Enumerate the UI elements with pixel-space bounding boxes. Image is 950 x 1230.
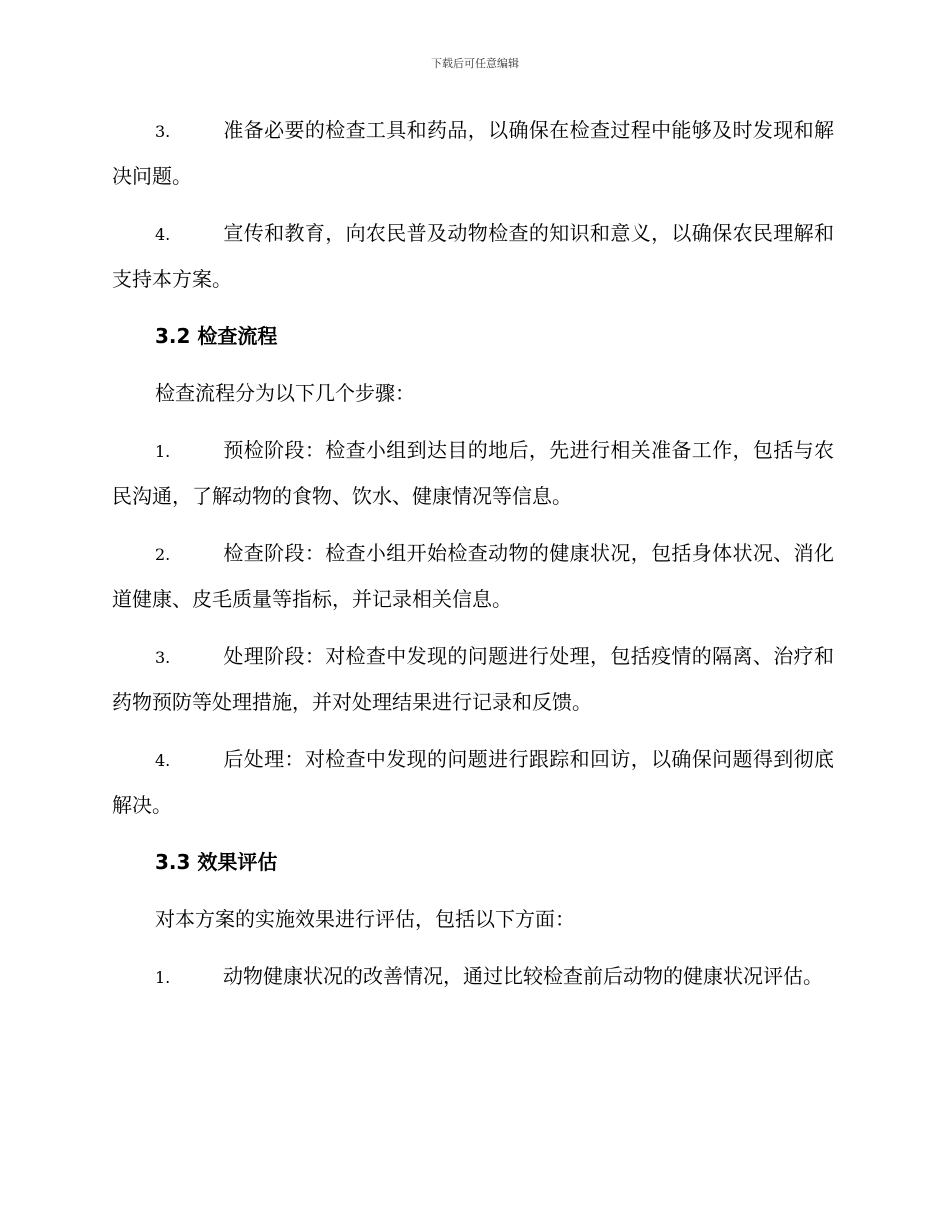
list-text: 准备必要的检查工具和药品，以确保在检查过程中能够及时发现和解决问题。: [112, 118, 834, 188]
section-heading-3-3: 3.3 效果评估: [155, 850, 278, 874]
list-item: [112, 954, 834, 1000]
list-text: 预检阶段：检查小组到达目的地后，先进行相关准备工作，包括与农民沟通，了解动物的食物、饮水、健康情况等信息。: [112, 438, 834, 508]
list-number: 1.: [155, 968, 171, 987]
list-item: [112, 737, 834, 828]
list-item: [112, 211, 834, 302]
list-text: 后处理：对检查中发现的问题进行跟踪和回访，以确保问题得到彻底解决。: [112, 747, 834, 817]
document-body: [112, 108, 834, 1012]
list-number: 4.: [155, 225, 171, 244]
list-number: 3.: [155, 122, 171, 141]
section-intro: 检查流程分为以下几个步骤：: [155, 381, 415, 405]
section-heading-3-2: 3.2 检查流程: [155, 324, 278, 348]
page-header: 下载后可任意编辑: [431, 57, 519, 70]
list-text: 宣传和教育，向农民普及动物检查的知识和意义，以确保农民理解和支持本方案。: [112, 221, 834, 291]
list-number: 2.: [155, 545, 171, 564]
list-item: [112, 108, 834, 199]
list-text: 处理阶段：对检查中发现的问题进行处理，包括疫情的隔离、治疗和药物预防等处理措施，并对处理结果进行记录和反馈。: [112, 644, 834, 714]
list-item: [112, 428, 834, 519]
section-intro: 对本方案的实施效果进行评估，包括以下方面：: [155, 907, 575, 931]
list-number: 3.: [155, 648, 171, 667]
list-text: 动物健康状况的改善情况，通过比较检查前后动物的健康状况评估。: [223, 964, 823, 988]
list-item: [112, 531, 834, 622]
list-text: 检查阶段：检查小组开始检查动物的健康状况，包括身体状况、消化道健康、皮毛质量等指标，并记录相关信息。: [112, 541, 834, 611]
list-number: 1.: [155, 442, 171, 461]
list-number: 4.: [155, 751, 171, 770]
list-item: [112, 634, 834, 725]
